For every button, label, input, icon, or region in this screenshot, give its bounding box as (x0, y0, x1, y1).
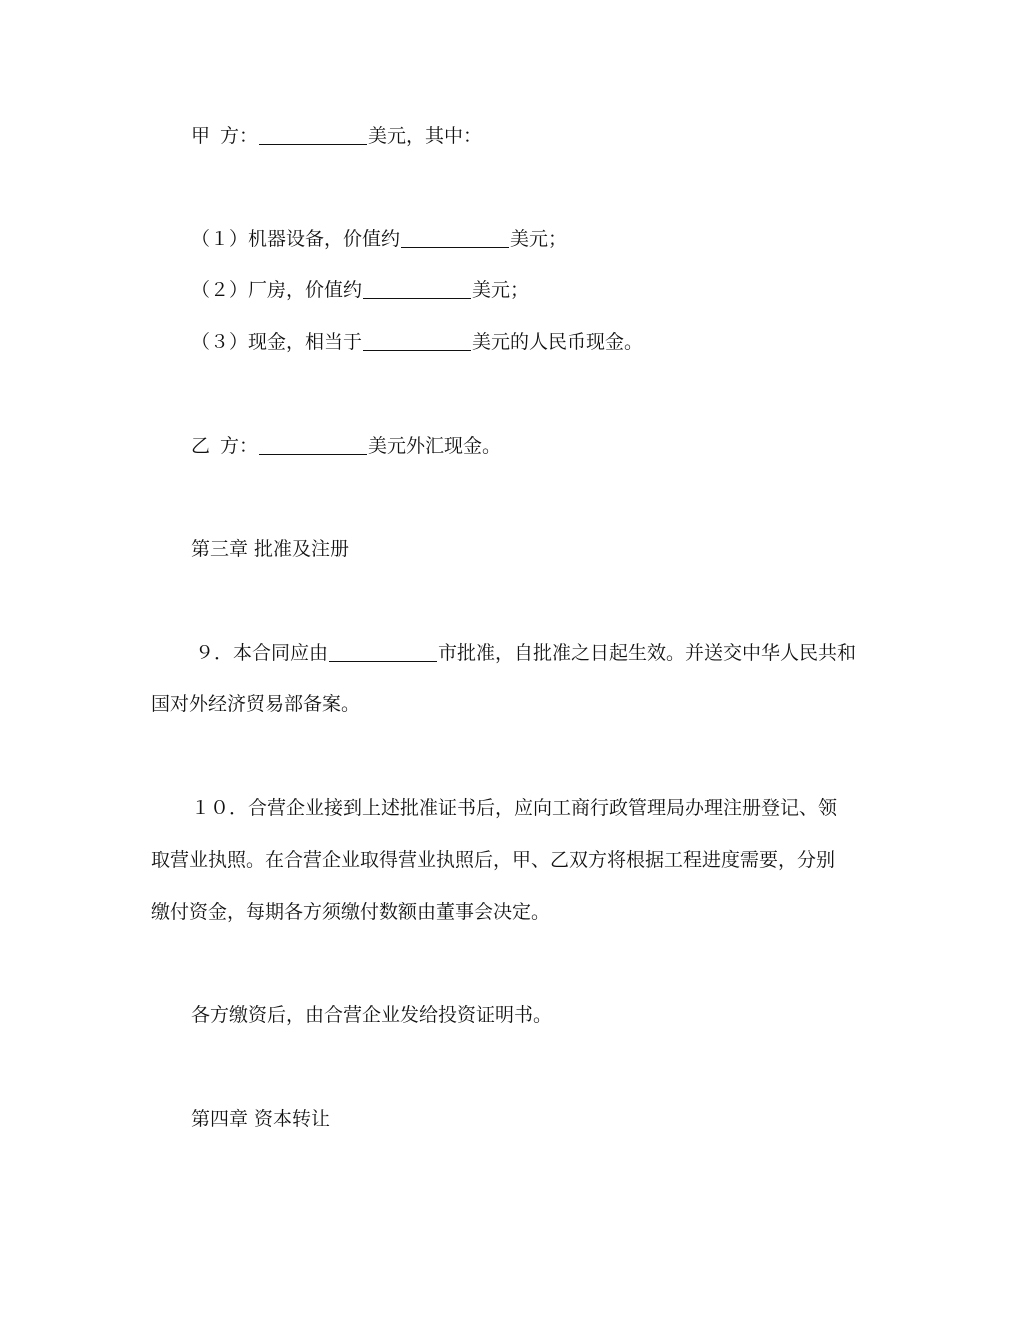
party-a-amount-blank[interactable] (259, 125, 367, 145)
clause-9-city-blank[interactable] (329, 642, 437, 662)
contribution-item-2 (191, 277, 529, 303)
contribution-item-1-text: （１）机器设备，价值约 (191, 228, 401, 250)
clause-10-line-2: 取营业执照。在合营企业取得营业执照后，甲、乙双方将根据工程进度需要，分别 (151, 849, 836, 871)
clause-9-line-1-rest: 市批准，自批准之日起生效。并送交中华人民共和 (438, 642, 857, 664)
contribution-item-3-unit: 美元的人民币现金。 (472, 331, 644, 353)
party-a-label: 甲 (191, 125, 211, 147)
party-b-after-blank: 美元外汇现金。 (368, 435, 502, 457)
contribution-item-3-text: （３）现金，相当于 (191, 331, 363, 353)
contribution-item-1-unit: 美元； (510, 228, 568, 250)
contribution-item-1-blank[interactable] (401, 228, 509, 248)
party-b-label-suffix: 方： (220, 435, 259, 457)
party-a-line (191, 123, 482, 149)
chapter-4-title: 第四章 资本转让 (191, 1108, 331, 1130)
contribution-item-2-unit: 美元； (472, 279, 530, 301)
party-b-label: 乙 (191, 435, 211, 457)
investment-certificate-line: 各方缴资后，由合营企业发给投资证明书。 (191, 1004, 553, 1026)
contribution-item-2-blank[interactable] (363, 279, 471, 299)
contribution-item-3 (191, 329, 643, 355)
clause-9-line-2: 国对外经济贸易部备案。 (151, 693, 361, 715)
chapter-3-title: 第三章 批准及注册 (191, 538, 350, 560)
contribution-item-2-text: （２）厂房，价值约 (191, 279, 363, 301)
party-b-amount-blank[interactable] (259, 435, 367, 455)
contribution-item-3-blank[interactable] (363, 331, 471, 351)
clause-9-line-1 (195, 640, 856, 666)
clause-10-line-3: 缴付资金，每期各方须缴付数额由董事会决定。 (151, 901, 551, 923)
contribution-item-1 (191, 226, 567, 252)
clause-10-line-1: １０．合营企业接到上述批准证书后，应向工商行政管理局办理注册登记、领 (191, 797, 838, 819)
clause-9-prefix: ９．本合同应由 (195, 642, 329, 664)
party-a-after-blank: 美元，其中： (368, 125, 483, 147)
party-a-label-suffix: 方： (220, 125, 259, 147)
party-b-line (191, 433, 501, 459)
